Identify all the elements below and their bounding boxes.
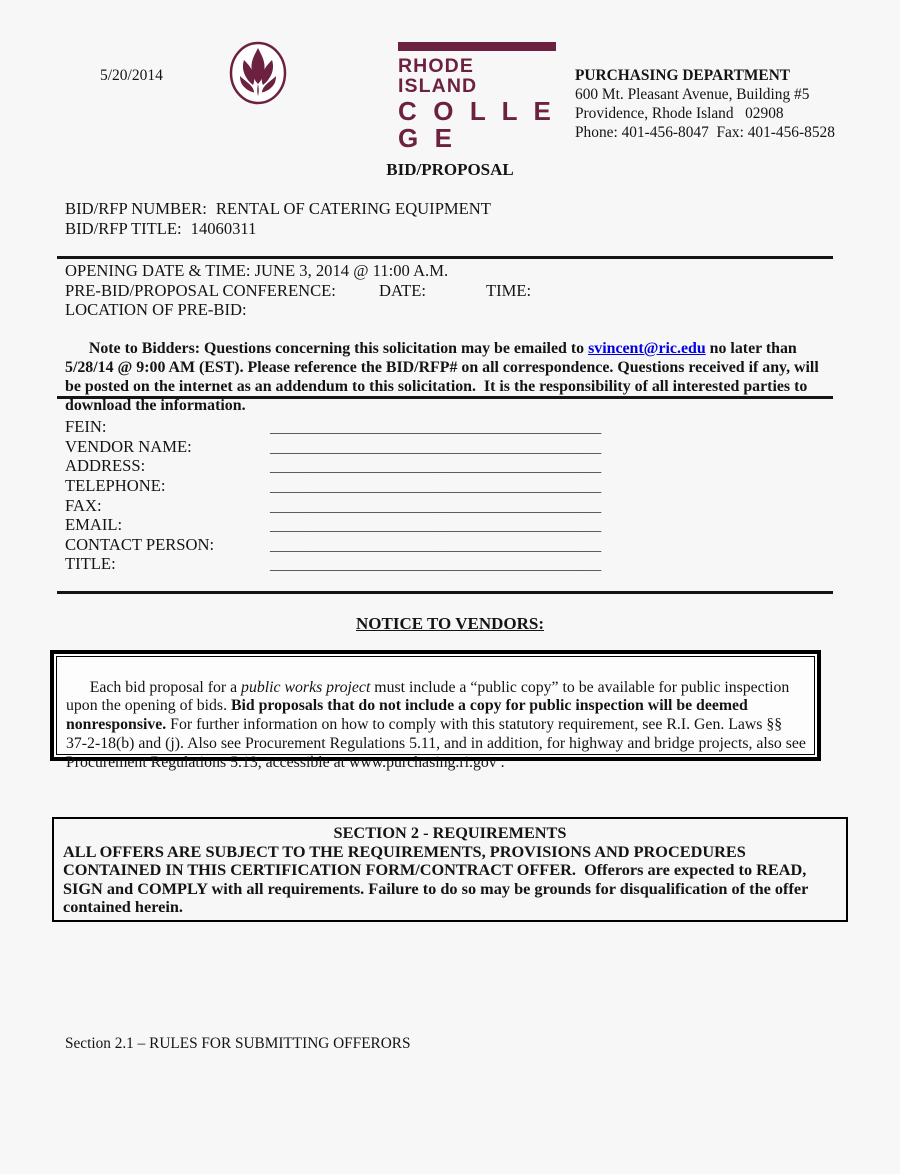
contact-person-label: CONTACT PERSON:: [65, 534, 215, 554]
title-label: TITLE:: [65, 554, 116, 574]
wordmark-bar: [398, 42, 556, 51]
dept-phone-fax: Phone: 401-456-8047 Fax: 401-456-8528: [575, 123, 835, 141]
note-suffix: no later than 5/28/14 @ 9:00 AM (EST). Please reference the BID/RFP# on all correspondence. Questions received if any, will be posted on the internet as an addendum to this solicitation. It is the responsibility of all interested parties to download the information.: [65, 340, 823, 414]
notice-to-vendors-text: [56, 656, 815, 771]
notice-part5: For further information on how to comply with this statutory requirement, see R.I. Gen. Laws §§ 37-2-18(b) and (j). Also see Procurement Regulations 5.11, and in addition, for highway and bridge projects, also see Procurement Regulations 5.13, accessible at www.purchasing.ri.gov .: [66, 716, 810, 771]
bid-number-label: BID/RFP NUMBER:: [65, 199, 207, 218]
notice-part3: must include a “public copy” to be available for public inspection upon the opening of bids.: [66, 678, 794, 715]
notice-part2-italic: public works project: [241, 678, 371, 696]
form-row-address: [65, 456, 602, 476]
bid-number-value: RENTAL OF CATERING EQUIPMENT: [215, 199, 491, 218]
divider-top: [57, 256, 833, 259]
notice-to-vendors-box: [50, 650, 821, 771]
form-row-contact-person: [65, 534, 602, 555]
notice-part4-bold: Bid proposals that do not include a copy for public inspection will be deemed nonresponsive.: [66, 697, 752, 734]
fein-fill-line: _______________________________________: [270, 417, 602, 436]
form-row-telephone: [65, 475, 602, 496]
notice-to-vendors-heading: NOTICE TO VENDORS:: [356, 614, 544, 633]
contact-person-fill-line: _______________________________________: [270, 534, 602, 554]
address-label: ADDRESS:: [65, 456, 146, 476]
dept-address1: 600 Mt. Pleasant Avenue, Building #5: [575, 85, 810, 103]
document-title: BID/PROPOSAL: [386, 160, 514, 179]
bid-title-label: BID/RFP TITLE:: [65, 218, 182, 238]
prebid-location-line: LOCATION OF PRE-BID:: [65, 300, 247, 319]
note-prefix: Note to Bidders: Questions concerning this solicitation may be emailed to: [88, 340, 589, 357]
purchasing-dept-block: [575, 67, 875, 143]
email-label: EMAIL:: [65, 515, 123, 535]
conference-label: PRE-BID/PROPOSAL CONFERENCE:: [65, 280, 336, 300]
telephone-label: TELEPHONE:: [65, 475, 166, 495]
prebid-conference-line: [65, 281, 837, 301]
form-row-vendor-name: [65, 436, 602, 457]
bid-info-block: [65, 199, 491, 239]
wordmark-line1: RHODE ISLAND: [398, 55, 478, 97]
section2-heading: SECTION 2 - REQUIREMENTS: [333, 823, 567, 842]
title-fill-line: _______________________________________: [270, 554, 602, 574]
email-fill-line: _______________________________________: [270, 515, 602, 535]
vendor-form: [65, 417, 602, 574]
section21-heading: Section 2.1 – RULES FOR SUBMITTING OFFERORS: [65, 1035, 411, 1052]
email-link[interactable]: svincent@ric.edu: [588, 340, 706, 357]
section2-body: ALL OFFERS ARE SUBJECT TO THE REQUIREMENTS, PROVISIONS AND PROCEDURES CONTAINED IN THIS CERTIFICATION FORM/CONTRACT OFFER. Offerors are expected to READ, SIGN and COMPLY with all requirements. Failure to do so may be grounds for disqualification of the offer contained herein.: [63, 841, 813, 916]
form-row-email: [65, 515, 602, 535]
vendor-name-fill-line: _______________________________________: [270, 436, 602, 456]
bid-title-line: [65, 219, 491, 239]
fax-label: FAX:: [65, 495, 102, 515]
conference-date-label: DATE:: [379, 280, 427, 300]
fein-label: FEIN:: [65, 417, 107, 436]
form-row-fein: [65, 417, 602, 437]
flame-seal-icon: [228, 40, 288, 106]
ric-seal-logo: [228, 40, 288, 111]
divider-bottom: [57, 591, 833, 594]
opening-block: [65, 261, 837, 434]
conference-time-label: TIME:: [486, 280, 532, 300]
telephone-fill-line: _______________________________________: [270, 475, 602, 495]
vendor-name-label: VENDOR NAME:: [65, 436, 192, 456]
divider-mid: [57, 396, 833, 399]
address-fill-line: _______________________________________: [270, 456, 602, 476]
bid-title-value: 14060311: [190, 218, 257, 238]
fax-fill-line: _______________________________________: [270, 495, 602, 515]
dept-address2: Providence, Rhode Island 02908: [575, 104, 784, 122]
ric-wordmark: [398, 42, 556, 152]
bid-number-line: [65, 199, 491, 219]
document-date: 5/20/2014: [100, 67, 163, 84]
opening-date-line: OPENING DATE & TIME: JUNE 3, 2014 @ 11:00 A.M.: [65, 261, 449, 280]
wordmark-line2: C O L L E G E: [398, 96, 556, 153]
form-row-fax: [65, 495, 602, 516]
notice-part1: Each bid proposal for a: [89, 678, 242, 696]
section2-requirements-box: [52, 817, 848, 922]
form-row-title: [65, 554, 602, 574]
dept-name: PURCHASING DEPARTMENT: [575, 67, 791, 84]
